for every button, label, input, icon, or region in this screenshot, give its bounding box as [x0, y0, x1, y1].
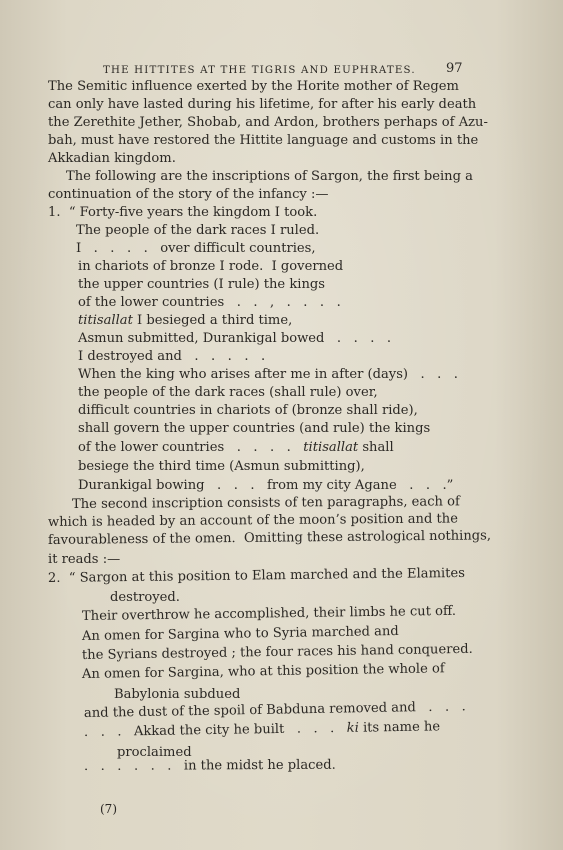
text-line	[78, 330, 391, 348]
text-run: proclaimed	[117, 745, 192, 760]
text-run: can only have lasted during his lifetime, for after his early death	[48, 97, 477, 112]
text-line	[66, 168, 473, 186]
text-line	[48, 96, 476, 114]
text-run: shall	[358, 440, 394, 455]
text-line	[82, 603, 456, 626]
text-line	[84, 757, 336, 777]
text-line	[48, 565, 465, 588]
text-line	[78, 420, 430, 438]
text-line	[78, 402, 418, 420]
text-run: the Zerethite Jether, Shobab, and Ardon, brothers perhaps of Azu-	[48, 115, 488, 130]
text-run: the Syrians destroyed ; the four races his hand conquered.	[81, 641, 473, 663]
text-line	[78, 477, 453, 495]
text-line	[114, 686, 240, 704]
text-run: I besieged a third time,	[132, 313, 293, 328]
text-run: An omen for Sargina, who at this position the whole of	[81, 661, 445, 682]
text-run: The following are the inscriptions of Sargon, the first being a	[66, 169, 473, 184]
text-line	[78, 258, 343, 276]
text-run: which is headed by an account of the moon’s position and the	[47, 511, 459, 530]
text-line	[48, 527, 491, 550]
text-run: 2. “ Sargon at this position to Elam marched and the Elamites	[47, 565, 465, 586]
running-head-title: THE HITTITES AT THE TIGRIS AND EUPHRATES.	[103, 65, 416, 76]
text-run: its name he	[358, 719, 441, 736]
text-run: of the lower countries . . , . . . .	[78, 295, 341, 310]
italic-term: ki	[346, 720, 359, 736]
text-run: Durankigal bowing . . . from my city Agane . . .”	[78, 478, 454, 493]
text-run: Babylonia subdued	[114, 687, 241, 702]
printer-signature-mark: (7)	[100, 802, 117, 816]
text-line	[78, 439, 394, 457]
text-run: of the lower countries . . . .	[78, 440, 304, 455]
text-run: in chariots of bronze I rode. I governed	[78, 259, 344, 274]
text-line	[110, 589, 180, 607]
text-run: favourableness of the omen. Omitting these astrological nothings,	[47, 528, 492, 548]
text-run: besiege the third time (Asmun submitting),	[78, 459, 365, 474]
text-line	[48, 204, 317, 222]
text-run: the upper countries (I rule) the kings	[78, 277, 325, 292]
text-line	[78, 366, 458, 384]
italic-term: titisallat	[303, 440, 359, 455]
text-line	[78, 276, 325, 294]
text-line	[48, 78, 459, 96]
text-line	[78, 348, 265, 366]
text-line	[48, 132, 478, 150]
text-run: continuation of the story of the infancy :—	[48, 187, 329, 202]
text-line	[78, 458, 365, 476]
text-line	[48, 551, 120, 569]
text-run: When the king who arises after me in after (days) . . .	[78, 367, 458, 382]
text-run: 1. “ Forty-five years the kingdom I took.	[48, 205, 318, 220]
text-run: and the dust of the spoil of Babduna removed and . . .	[83, 699, 466, 721]
text-run: . . . Akkad the city he built . . .	[83, 720, 347, 740]
text-line	[48, 114, 488, 132]
text-line	[78, 294, 341, 312]
text-line	[76, 222, 319, 240]
text-line	[78, 384, 378, 402]
text-run: it reads :—	[48, 552, 121, 567]
text-run: shall govern the upper countries (and rule) the kings	[78, 421, 431, 436]
text-run: The second inscription consists of ten paragraphs, each of	[71, 494, 460, 512]
text-run: Akkadian kingdom.	[48, 151, 176, 166]
page-number: 97	[446, 61, 463, 76]
text-run: bah, must have restored the Hittite language and customs in the	[48, 133, 479, 148]
italic-term: titisallat	[78, 313, 133, 328]
text-run: the people of the dark races (shall rule) over,	[78, 385, 378, 400]
text-run: I . . . . over difficult countries,	[76, 241, 316, 256]
text-run: The people of the dark races I ruled.	[76, 223, 320, 238]
text-line	[76, 240, 316, 258]
text-line	[48, 186, 328, 204]
text-run: An omen for Sargina who to Syria marched and	[81, 624, 399, 644]
text-run: difficult countries in chariots of (bronze shall ride),	[78, 403, 418, 418]
text-run: I destroyed and . . . . .	[78, 349, 266, 364]
text-run: Their overthrow he accomplished, their limbs he cut off.	[81, 603, 457, 624]
text-line	[78, 312, 292, 330]
text-run: . . . . . . in the midst he placed.	[83, 757, 336, 774]
text-run: The Semitic influence exerted by the Horite mother of Regem	[48, 79, 459, 94]
text-run: Asmun submitted, Durankigal bowed . . . .	[78, 331, 392, 346]
text-line	[48, 150, 176, 168]
text-run: destroyed.	[110, 590, 180, 605]
